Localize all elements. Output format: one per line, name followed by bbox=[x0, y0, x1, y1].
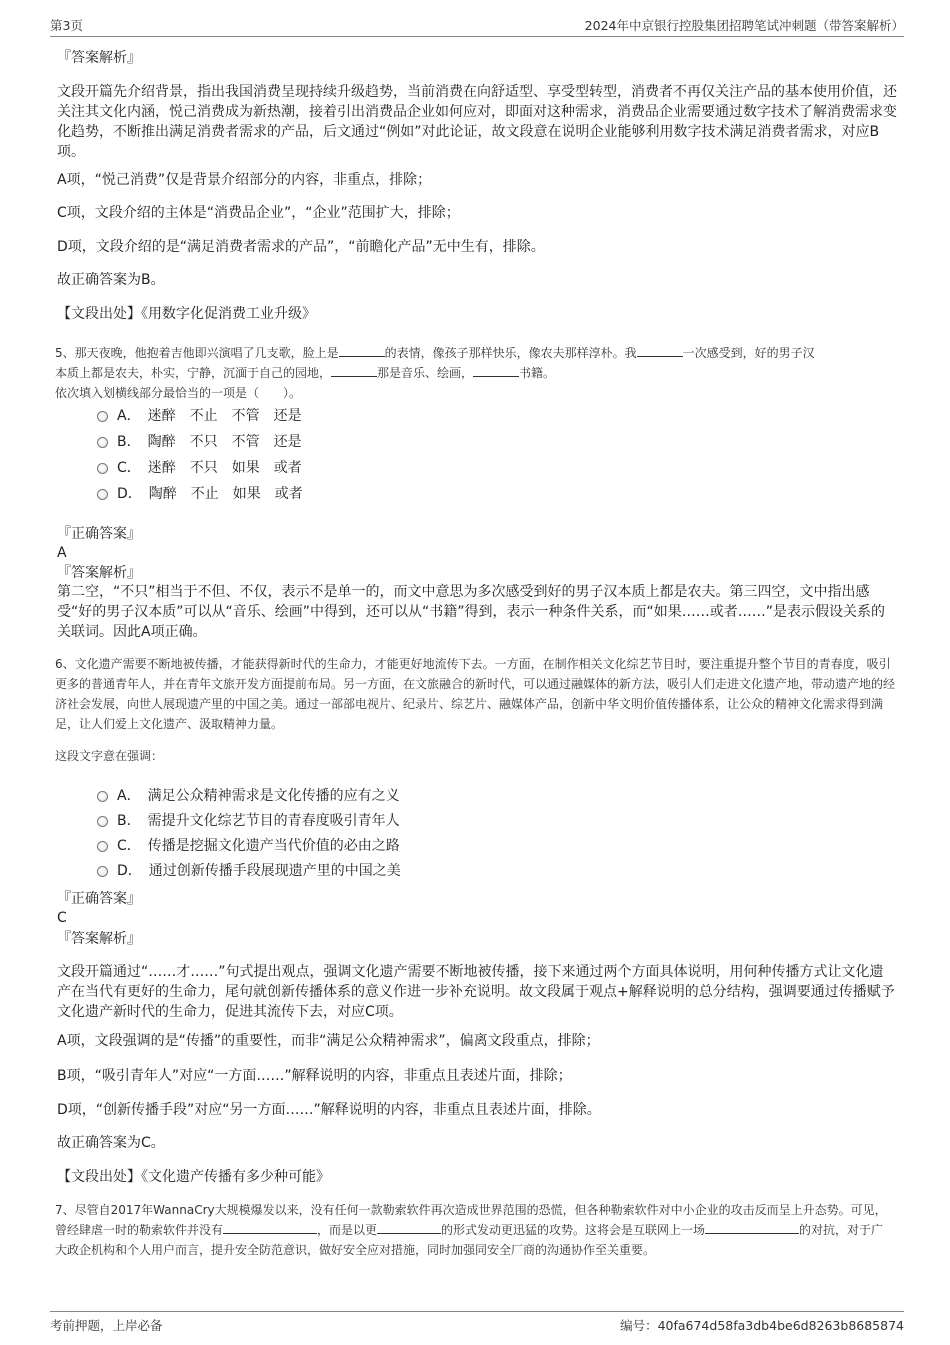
footer-slogan: 考前押题，上岸必备 bbox=[50, 1318, 163, 1333]
q5-answer: A bbox=[57, 545, 67, 561]
blank-3[interactable] bbox=[705, 1221, 799, 1234]
radio-icon[interactable] bbox=[97, 463, 108, 474]
q6-option-b[interactable]: B． 需提升文化综艺节目的青春度吸引青年人 bbox=[97, 810, 400, 830]
q6-option-a-note: A项，文段强调的是“传播”的重要性，而非“满足公众精神需求”，偏离文段重点，排除； bbox=[57, 1033, 600, 1049]
q6-answer: C bbox=[57, 910, 67, 926]
q6-option-d[interactable]: D． 通过创新传播手段展现遗产里的中国之美 bbox=[97, 860, 401, 880]
radio-icon[interactable] bbox=[97, 791, 108, 802]
q4-conclusion: 故正确答案为B。 bbox=[57, 272, 165, 288]
q6-stem: 6、文化遗产需要不断地被传播，才能获得新时代的生命力，才能更好地流传下去。一方面，在制作相关文化综艺节目时，要注重提升整个节目的青春度，吸引更多的普通青年人，并在青年文旅开发方面提前布局。另一方面，在文旅融合的新时代，可以通过融媒体的新方法，吸引人们走进文化遗产地，带动遗产地的经济社会发展，向世人展现遗产里的中国之美。通过一部部电视片、纪录片、综艺片、融媒体产品，创新中华文明价值传播体系，让公众的精神文化需求得到满足，让人们爱上文化遗产、汲取精神力量。 bbox=[55, 657, 896, 731]
q5-stem: 5、那天夜晚，他抱着吉他即兴演唱了几支歌，脸上是 的表情，像孩子那样快乐，像农夫那样淳朴。我 一次感受到，好的男子汉 本质上都是农夫，朴实，宁静，沉湎于自己的园地， 那是音乐、绘画， 书籍。 bbox=[55, 346, 815, 380]
q6-option-a[interactable]: A． 满足公众精神需求是文化传播的应有之义 bbox=[97, 785, 400, 805]
q6-option-c[interactable]: C． 传播是挖掘文化遗产当代价值的必由之路 bbox=[97, 835, 400, 855]
q6-instruction: 这段文字意在强调： bbox=[55, 749, 164, 763]
radio-icon[interactable] bbox=[97, 437, 108, 448]
q6-analysis-para: 文段开篇通过“……才……”句式提出观点，强调文化遗产需要不断地被传播，接下来通过两个方面具体说明，用何种传播方式让文化遗产在当代有更好的生命力，尾句就创新传播体系的意义作进一步补充说明。故文段属于观点+解释说明的总分结构，强调要通过传播赋予文化遗产新时代的生命力，促进其流传下去，对应C项。 bbox=[57, 964, 895, 1020]
q4-option-d-note: D项，文段介绍的是“满足消费者需求的产品”，“前瞻化产品”无中生有，排除。 bbox=[57, 239, 545, 255]
blank-1[interactable] bbox=[223, 1221, 317, 1234]
q5-answer-label: 『正确答案』 bbox=[57, 526, 141, 542]
blank-2[interactable] bbox=[377, 1221, 441, 1234]
page-number: 第3页 bbox=[50, 18, 83, 33]
q4-analysis-label: 『答案解析』 bbox=[57, 50, 141, 66]
q5-option-b[interactable]: B． 陶醉 不只 不管 还是 bbox=[97, 431, 302, 451]
blank-3[interactable] bbox=[331, 364, 377, 377]
q5-option-a[interactable]: A． 迷醉 不止 不管 还是 bbox=[97, 405, 302, 425]
radio-icon[interactable] bbox=[97, 866, 108, 877]
q6-source: 【文段出处】《文化遗产传播有多少种可能》 bbox=[57, 1169, 330, 1185]
page-footer bbox=[50, 1311, 904, 1334]
q6-option-b-note: B项，“吸引青年人”对应“一方面……”解释说明的内容，非重点且表述片面，排除； bbox=[57, 1068, 572, 1084]
q6-conclusion: 故正确答案为C。 bbox=[57, 1135, 165, 1151]
q5-option-c[interactable]: C． 迷醉 不只 如果 或者 bbox=[97, 457, 302, 477]
radio-icon[interactable] bbox=[97, 411, 108, 422]
q4-analysis-para: 文段开篇先介绍背景，指出我国消费呈现持续升级趋势，当前消费在向舒适型、享受型转型，消费者不再仅关注产品的基本使用价值，还关注其文化内涵，悦己消费成为新热潮，接着引出消费品企业如何应对，即面对这种需求，消费品企业需要通过数字技术了解消费需求变化趋势，不断推出满足消费者需求的产品，后文通过“例如”对此论证，故文段意在说明企业能够利用数字技术满足消费者需求，对应B项。 bbox=[57, 84, 897, 160]
q5-option-d[interactable]: D． 陶醉 不止 如果 或者 bbox=[97, 483, 303, 503]
radio-icon[interactable] bbox=[97, 841, 108, 852]
page-header bbox=[50, 14, 904, 37]
blank-4[interactable] bbox=[473, 364, 519, 377]
radio-icon[interactable] bbox=[97, 816, 108, 827]
document-title: 2024年中京银行控股集团招聘笔试冲刺题（带答案解析） bbox=[584, 18, 904, 33]
radio-icon[interactable] bbox=[97, 489, 108, 500]
q6-option-d-note: D项，“创新传播手段”对应“另一方面……”解释说明的内容，非重点且表述片面，排除。 bbox=[57, 1102, 601, 1118]
q6-answer-label: 『正确答案』 bbox=[57, 891, 141, 907]
q7-stem: 7、尽管自2017年WannaCry大规模爆发以来，没有任何一款勒索软件再次造成世界范围的恐慌，但各种勒索软件对中小企业的攻击反而呈上升态势。可见，曾经肆虐一时的勒索软件并没有 ，而是以更 的形式发动更迅猛的攻势。这将会是互联网上一场 的对抗，对于广大政企机构和个人用户而言，提升安全防范意识，做好安全应对措施，同时加强同安全厂商的沟通协作至关重要。 bbox=[55, 1203, 887, 1257]
q4-option-a-note: A项，“悦己消费”仅是背景介绍部分的内容，非重点，排除； bbox=[57, 172, 432, 188]
q5-instruction: 依次填入划横线部分最恰当的一项是（ ）。 bbox=[55, 386, 302, 400]
q4-source: 【文段出处】《用数字化促消费工业升级》 bbox=[57, 306, 316, 322]
q5-analysis-label: 『答案解析』 bbox=[57, 565, 141, 581]
document-id: 编号：40fa674d58fa3db4be6d8263b8685874 bbox=[620, 1318, 904, 1333]
q4-option-c-note: C项，文段介绍的主体是“消费品企业”，“企业”范围扩大，排除； bbox=[57, 205, 460, 221]
q6-analysis-label: 『答案解析』 bbox=[57, 931, 141, 947]
q5-analysis: 第二空，“不只”相当于不但、不仅，表示不是单一的，而文中意思为多次感受到好的男子汉本质上都是农夫。第三四空，文中指出感受“好的男子汉本质”可以从“音乐、绘画”中得到，还可以从“书籍”得到，表示一种条件关系，而“如果……或者……”是表示假设关系的关联词。因此A项正确。 bbox=[57, 584, 886, 640]
blank-2[interactable] bbox=[637, 344, 683, 357]
blank-1[interactable] bbox=[339, 344, 385, 357]
